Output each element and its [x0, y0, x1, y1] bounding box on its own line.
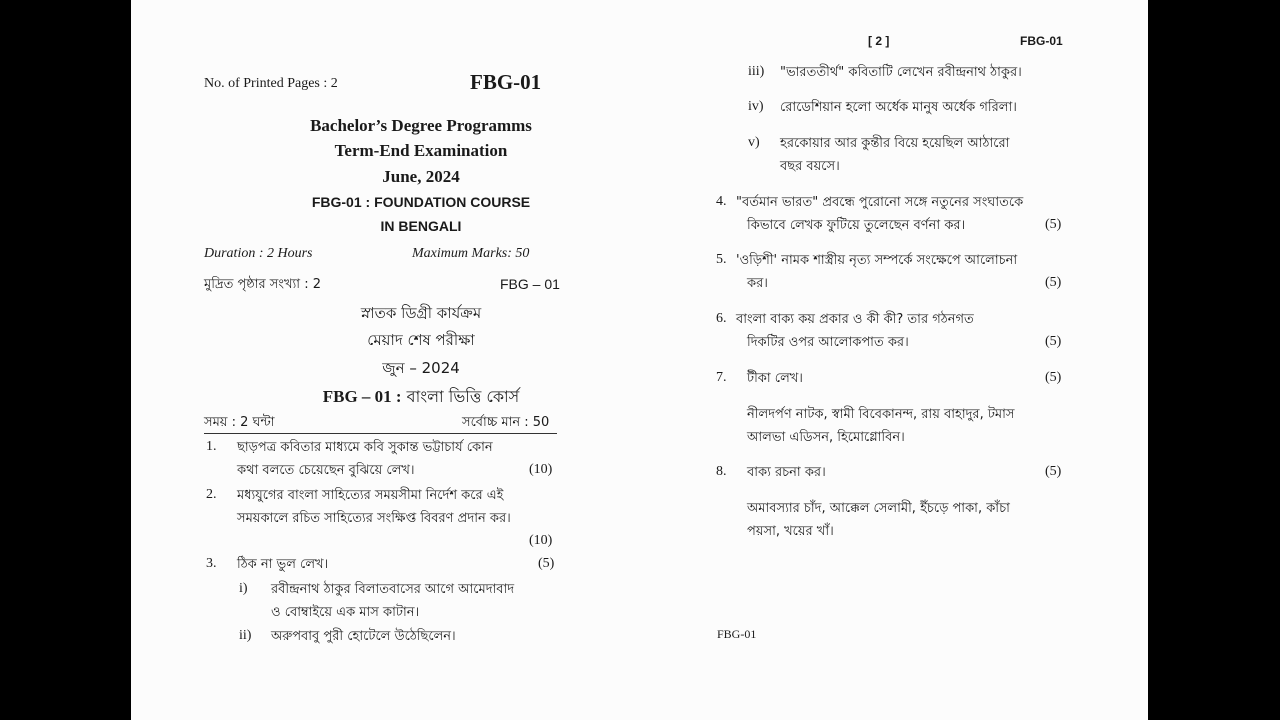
q3-ii-text: অরুপবাবু পুরী হোটেলে উঠেছিলেন।	[271, 629, 456, 644]
q3-iii-text: "ভারততীর্থ" কবিতাটি লেখেন রবীন্দ্রনাথ ঠাকুর।	[780, 65, 1022, 80]
bn-exam-date: জুন – 2024	[382, 359, 460, 377]
exam-title: Term-End Examination	[334, 141, 508, 160]
q1-text-line1: ছাড়পত্র কবিতার মাধ্যমে কবি সুকান্ত ভট্টাচার্য কোন	[237, 440, 493, 455]
q2-text-line1: মধ্যযুগের বাংলা সাহিত্যের সময়সীমা নির্দেশ করে এই	[237, 488, 504, 503]
q3-i-text-line2: ও বোম্বাইয়ে এক মাস কাটান।	[271, 605, 420, 620]
q3-iv-number: iv)	[748, 99, 764, 114]
bn-programme-title: স্নাতক ডিগ্রী কার্যক্রম	[360, 304, 482, 322]
q4-marks: (5)	[1045, 217, 1062, 232]
footer-paper-code: FBG-01	[717, 627, 757, 641]
q3-text: ঠিক না ভুল লেখ।	[237, 557, 329, 572]
bn-course-code: FBG – 01 :	[322, 387, 402, 406]
exam-date: June, 2024	[382, 167, 460, 186]
q3-i-text-line1: রবীন্দ্রনাথ ঠাকুর বিলাতবাসের আগে আমেদাবাদ	[271, 582, 515, 597]
q3-iii-number: iii)	[748, 64, 765, 79]
bn-exam-title: মেয়াদ শেষ পরীক্ষা	[367, 331, 475, 349]
paper-code: FBG-01	[470, 70, 542, 94]
q7-number: 7.	[716, 370, 727, 385]
q1-marks: (10)	[529, 462, 553, 477]
q7-text: টীকা লেখ।	[747, 371, 803, 386]
q7-marks: (5)	[1045, 370, 1062, 385]
q5-text-line1: 'ওড়িশী' নামক শাস্ত্রীয় নৃত্য সম্পর্কে সংক্ষেপে আলোচনা	[736, 253, 1018, 268]
q1-text-line2: কথা বলতে চেয়েছেন বুঝিয়ে লেখ।	[237, 463, 415, 478]
duration: Duration : 2 Hours	[204, 246, 313, 261]
q3-v-number: v)	[748, 135, 760, 150]
q8-items-line1: অমাবস্যার চাঁদ, আক্কেল সেলামী, ইঁচড়ে পাকা, কাঁচা	[747, 501, 1010, 516]
q6-marks: (5)	[1045, 334, 1062, 349]
q3-i-number: i)	[239, 581, 248, 596]
bn-printed-pages: মুদ্রিত পৃষ্ঠার সংখ্যা : 2	[204, 277, 321, 292]
q3-ii-number: ii)	[239, 628, 252, 643]
course-title-line2: IN BENGALI	[380, 218, 462, 234]
q5-marks: (5)	[1045, 275, 1062, 290]
exam-paper-sheet	[131, 0, 1148, 720]
maximum-marks: Maximum Marks: 50	[412, 246, 530, 261]
q3-iv-text: রোডেশিয়ান হলো অর্ধেক মানুষ অর্ধেক গরিলা।	[780, 100, 1017, 115]
bn-max-marks: সর্বোচ্চ মান : 50	[462, 415, 550, 430]
q2-marks: (10)	[529, 533, 553, 548]
q4-number: 4.	[716, 194, 727, 209]
course-title: FBG-01 : FOUNDATION COURSE	[311, 194, 531, 210]
q8-items-line2: পয়সা, খয়ের খাঁ।	[747, 524, 834, 539]
q2-text-line2: সময়কালে রচিত সাহিত্যের সংক্ষিপ্ত বিবরণ প্রদান কর।	[237, 511, 511, 526]
q4-text-line1: "বর্তমান ভারত" প্রবন্ধে পুরোনো সঙ্গে নতুনের সংঘাতকে	[736, 195, 1024, 210]
q3-v-text-line2: বছর বয়সে।	[780, 159, 840, 174]
q6-text-line2: দিকটির ওপর আলোকপাত কর।	[747, 335, 909, 350]
programme-title: Bachelor’s Degree Programms	[310, 116, 532, 135]
q5-text-line2: কর।	[747, 276, 768, 291]
bn-time: সময় : 2 ঘন্টা	[204, 415, 275, 430]
bn-course-title	[191, 384, 651, 411]
q6-text-line1: বাংলা বাক্য কয় প্রকার ও কী কী? তার গঠনগত	[736, 312, 974, 327]
q4-text-line2: কিভাবে লেখক ফুটিয়ে তুলেছেন বর্ণনা কর।	[747, 218, 966, 233]
q8-number: 8.	[716, 464, 727, 479]
q6-number: 6.	[716, 311, 727, 326]
q8-text: বাক্য রচনা কর।	[747, 465, 826, 480]
q7-items-line1: নীলদর্পণ নাটক, স্বামী বিবেকানন্দ, রায় বাহাদুর, টমাস	[747, 407, 1015, 422]
bn-course-name: বাংলা ভিত্তি কোর্স	[406, 387, 520, 406]
header-paper-code: FBG-01	[1020, 34, 1063, 48]
q3-marks: (5)	[538, 556, 555, 571]
q1-number: 1.	[206, 439, 217, 454]
printed-pages-label: No. of Printed Pages : 2	[204, 76, 338, 91]
q5-number: 5.	[716, 252, 727, 267]
bn-paper-code: FBG – 01	[500, 276, 560, 292]
q2-number: 2.	[206, 487, 217, 502]
q3-number: 3.	[206, 556, 217, 571]
page-number: [ 2 ]	[868, 34, 890, 48]
q3-v-text-line1: হরকোয়ার আর কুন্তীর বিয়ে হয়েছিল আঠারো	[780, 136, 1010, 151]
header-divider	[204, 433, 557, 434]
q7-items-line2: আলভা এডিসন, হিমোগ্লোবিন।	[747, 430, 905, 445]
q8-marks: (5)	[1045, 464, 1062, 479]
